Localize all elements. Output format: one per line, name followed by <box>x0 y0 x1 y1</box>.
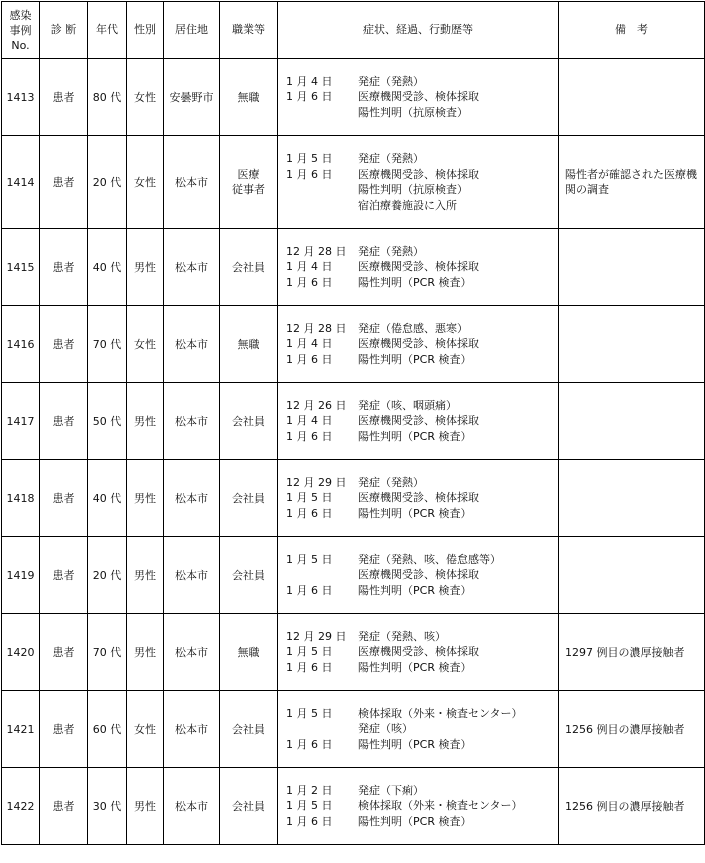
occupation-cell <box>220 136 278 229</box>
event-date: 1 月 5 日 <box>286 706 333 720</box>
age-cell: 40 代 <box>88 460 127 537</box>
age-cell: 30 代 <box>88 768 127 845</box>
occupation-line: 医療 <box>237 168 260 181</box>
event-date: 1 月 4 日 <box>286 74 333 88</box>
occupation-line: 会社員 <box>232 491 265 505</box>
diagnosis-cell: 患者 <box>40 306 88 383</box>
event-description: 医療機関受診、検体採取 <box>358 414 479 428</box>
case-no-cell: 1416 <box>2 306 40 383</box>
case-no-cell: 1415 <box>2 229 40 306</box>
event-line <box>286 644 554 660</box>
occupation-line: 会社員 <box>232 722 265 736</box>
remarks-cell: 陽性者が確認された医療機関の調査 <box>559 136 705 229</box>
diagnosis-cell: 患者 <box>40 691 88 768</box>
event-line <box>286 89 554 105</box>
residence-cell: 松本市 <box>164 460 220 537</box>
event-line <box>286 629 554 645</box>
age-cell: 60 代 <box>88 691 127 768</box>
table-row <box>2 614 705 691</box>
table-row <box>2 768 705 845</box>
case-no-cell: 1420 <box>2 614 40 691</box>
sex-cell: 女性 <box>127 306 164 383</box>
event-date <box>286 567 358 583</box>
sex-cell: 男性 <box>127 229 164 306</box>
event-date: 1 月 5 日 <box>286 152 333 165</box>
event-line <box>286 783 554 799</box>
occupation-line: 会社員 <box>232 799 265 813</box>
event-description: 陽性判明（PCR 検査） <box>358 583 472 597</box>
case-no-cell: 1417 <box>2 383 40 460</box>
sex-cell: 女性 <box>127 59 164 136</box>
event-description: 陽性判明（PCR 検査） <box>358 275 472 289</box>
age-cell: 80 代 <box>88 59 127 136</box>
event-line <box>286 552 554 568</box>
residence-cell: 松本市 <box>164 691 220 768</box>
case-no-cell: 1421 <box>2 691 40 768</box>
event-line <box>286 321 554 337</box>
events-cell <box>278 59 559 136</box>
remarks-cell <box>559 306 705 383</box>
event-date: 1 月 4 日 <box>286 414 333 428</box>
occupation-cell <box>220 691 278 768</box>
event-line <box>286 814 554 830</box>
event-description: 陽性判明（PCR 検査） <box>358 506 472 520</box>
event-description: 医療機関受診、検体採取 <box>358 491 479 505</box>
event-date: 12 月 28 日 <box>286 321 347 335</box>
sex-cell: 男性 <box>127 537 164 614</box>
event-date: 1 月 6 日 <box>286 737 333 751</box>
diagnosis-cell: 患者 <box>40 460 88 537</box>
diagnosis-cell: 患者 <box>40 383 88 460</box>
event-line <box>286 737 554 753</box>
case-no-cell: 1413 <box>2 59 40 136</box>
event-date <box>286 721 358 737</box>
age-cell: 50 代 <box>88 383 127 460</box>
diagnosis-cell: 患者 <box>40 136 88 229</box>
table-row <box>2 691 705 768</box>
event-description: 発症（発熱、咳、倦怠感等） <box>358 552 501 566</box>
table-row <box>2 537 705 614</box>
event-date: 1 月 6 日 <box>286 660 333 674</box>
event-date: 12 月 29 日 <box>286 629 347 643</box>
occupation-cell <box>220 537 278 614</box>
residence-cell: 松本市 <box>164 229 220 306</box>
occupation-cell <box>220 59 278 136</box>
event-description: 陽性判明（抗原検査） <box>358 105 468 119</box>
event-description: 発症（発熱） <box>358 74 424 88</box>
case-no-cell: 1414 <box>2 136 40 229</box>
event-description: 陽性判明（PCR 検査） <box>358 814 472 828</box>
event-line <box>286 413 554 429</box>
event-date: 1 月 6 日 <box>286 583 333 597</box>
header-age: 年代 <box>88 2 127 59</box>
sex-cell: 男性 <box>127 460 164 537</box>
event-description: 発症（倦怠感、悪寒） <box>358 321 468 335</box>
event-description: 発症（咳） <box>358 722 413 736</box>
event-date: 1 月 6 日 <box>286 275 333 289</box>
table-row <box>2 229 705 306</box>
occupation-cell <box>220 460 278 537</box>
occupation-line: 会社員 <box>232 414 265 428</box>
age-cell: 20 代 <box>88 136 127 229</box>
event-description: 検体採取（外来・検査センター） <box>358 706 523 720</box>
events-cell <box>278 306 559 383</box>
event-description: 医療機関受診、検体採取 <box>358 568 479 582</box>
sex-cell: 男性 <box>127 768 164 845</box>
event-description: 医療機関受診、検体採取 <box>358 167 479 181</box>
table-row <box>2 136 705 229</box>
events-cell <box>278 383 559 460</box>
event-description: 医療機関受診、検体採取 <box>358 337 479 351</box>
events-cell <box>278 614 559 691</box>
diagnosis-cell: 患者 <box>40 768 88 845</box>
remarks-cell <box>559 383 705 460</box>
event-line <box>286 475 554 491</box>
case-no-cell: 1418 <box>2 460 40 537</box>
event-date: 1 月 6 日 <box>286 90 333 104</box>
header-occupation: 職業等 <box>220 2 278 59</box>
header-remarks: 備 考 <box>559 2 705 59</box>
residence-cell: 安曇野市 <box>164 59 220 136</box>
occupation-line: 従事者 <box>232 183 265 196</box>
header-case-no-line: 事例 <box>9 23 32 37</box>
age-cell: 70 代 <box>88 614 127 691</box>
remarks-cell: 1256 例目の濃厚接触者 <box>559 768 705 845</box>
event-line <box>286 74 554 90</box>
header-row <box>2 2 705 59</box>
header-residence: 居住地 <box>164 2 220 59</box>
remarks-cell <box>559 229 705 306</box>
event-line <box>286 706 554 722</box>
occupation-line: 会社員 <box>232 568 265 582</box>
event-description: 発症（発熱） <box>358 475 424 489</box>
event-date: 1 月 5 日 <box>286 491 333 505</box>
sex-cell: 女性 <box>127 691 164 768</box>
occupation-cell <box>220 614 278 691</box>
event-date: 1 月 6 日 <box>286 167 333 181</box>
occupation-cell <box>220 383 278 460</box>
event-description: 陽性判明（PCR 検査） <box>358 429 472 443</box>
event-description: 陽性判明（抗原検査） <box>358 183 468 196</box>
remarks-cell <box>559 59 705 136</box>
remarks-cell <box>559 537 705 614</box>
occupation-line: 無職 <box>237 90 260 104</box>
occupation-line: 無職 <box>237 645 260 659</box>
events-cell <box>278 691 559 768</box>
event-date: 1 月 5 日 <box>286 552 333 566</box>
event-date: 12 月 26 日 <box>286 398 347 412</box>
event-date <box>286 105 358 121</box>
event-description: 宿泊療養施設に入所 <box>358 198 457 212</box>
event-description: 陽性判明（PCR 検査） <box>358 660 472 674</box>
event-line <box>286 105 554 121</box>
remarks-cell: 1256 例目の濃厚接触者 <box>559 691 705 768</box>
age-cell: 40 代 <box>88 229 127 306</box>
event-date <box>286 182 358 198</box>
event-line <box>286 567 554 583</box>
residence-cell: 松本市 <box>164 537 220 614</box>
residence-cell: 松本市 <box>164 306 220 383</box>
table-row <box>2 306 705 383</box>
header-sex: 性別 <box>127 2 164 59</box>
header-case-no <box>2 2 40 59</box>
header-events: 症状、経過、行動歴等 <box>278 2 559 59</box>
event-line <box>286 721 554 737</box>
event-date: 1 月 6 日 <box>286 352 333 366</box>
occupation-cell <box>220 229 278 306</box>
case-no-cell: 1422 <box>2 768 40 845</box>
event-date: 1 月 6 日 <box>286 506 333 520</box>
event-line <box>286 398 554 414</box>
event-date: 1 月 5 日 <box>286 645 333 659</box>
event-description: 医療機関受診、検体採取 <box>358 645 479 659</box>
occupation-cell <box>220 306 278 383</box>
event-date: 1 月 4 日 <box>286 337 333 351</box>
age-cell: 20 代 <box>88 537 127 614</box>
occupation-cell <box>220 768 278 845</box>
events-cell <box>278 537 559 614</box>
event-line <box>286 429 554 445</box>
event-description: 陽性判明（PCR 検査） <box>358 352 472 366</box>
event-date: 1 月 2 日 <box>286 783 333 797</box>
occupation-line: 無職 <box>237 337 260 351</box>
event-line <box>286 198 554 214</box>
events-cell <box>278 768 559 845</box>
event-date: 12 月 29 日 <box>286 475 347 489</box>
header-case-no-line: No. <box>11 38 30 52</box>
events-cell <box>278 229 559 306</box>
event-line <box>286 244 554 260</box>
case-table <box>1 1 705 845</box>
diagnosis-cell: 患者 <box>40 537 88 614</box>
event-description: 発症（発熱、咳） <box>358 629 446 643</box>
event-line <box>286 151 554 167</box>
event-date: 1 月 6 日 <box>286 814 333 828</box>
event-line <box>286 506 554 522</box>
residence-cell: 松本市 <box>164 136 220 229</box>
event-line <box>286 167 554 183</box>
event-description: 発症（咳、咽頭痛） <box>358 398 457 412</box>
diagnosis-cell: 患者 <box>40 614 88 691</box>
residence-cell: 松本市 <box>164 383 220 460</box>
event-line <box>286 352 554 368</box>
event-description: 陽性判明（PCR 検査） <box>358 737 472 751</box>
event-line <box>286 583 554 599</box>
residence-cell: 松本市 <box>164 614 220 691</box>
event-line <box>286 336 554 352</box>
event-description: 医療機関受診、検体採取 <box>358 260 479 274</box>
event-description: 発症（発熱） <box>358 244 424 258</box>
age-cell: 70 代 <box>88 306 127 383</box>
sex-cell: 男性 <box>127 383 164 460</box>
residence-cell: 松本市 <box>164 768 220 845</box>
event-date <box>286 198 358 214</box>
diagnosis-cell: 患者 <box>40 59 88 136</box>
event-date: 1 月 6 日 <box>286 429 333 443</box>
event-description: 医療機関受診、検体採取 <box>358 90 479 104</box>
events-cell <box>278 136 559 229</box>
sex-cell: 男性 <box>127 614 164 691</box>
event-line <box>286 182 554 198</box>
remarks-cell: 1297 例目の濃厚接触者 <box>559 614 705 691</box>
sex-cell: 女性 <box>127 136 164 229</box>
event-description: 検体採取（外来・検査センター） <box>358 799 523 813</box>
diagnosis-cell: 患者 <box>40 229 88 306</box>
event-line <box>286 275 554 291</box>
occupation-line: 会社員 <box>232 260 265 274</box>
event-date: 1 月 5 日 <box>286 799 333 813</box>
events-cell <box>278 460 559 537</box>
event-line <box>286 798 554 814</box>
event-date: 12 月 28 日 <box>286 244 347 258</box>
event-line <box>286 660 554 676</box>
case-no-cell: 1419 <box>2 537 40 614</box>
table-row <box>2 460 705 537</box>
header-case-no-line: 感染 <box>9 8 32 22</box>
table-row <box>2 59 705 136</box>
event-date: 1 月 4 日 <box>286 260 333 274</box>
remarks-cell <box>559 460 705 537</box>
table-row <box>2 383 705 460</box>
event-description: 発症（発熱） <box>358 152 424 165</box>
event-line <box>286 259 554 275</box>
table-body <box>2 59 705 845</box>
event-line <box>286 490 554 506</box>
event-description: 発症（下痢） <box>358 783 424 797</box>
header-diagnosis: 診 断 <box>40 2 88 59</box>
